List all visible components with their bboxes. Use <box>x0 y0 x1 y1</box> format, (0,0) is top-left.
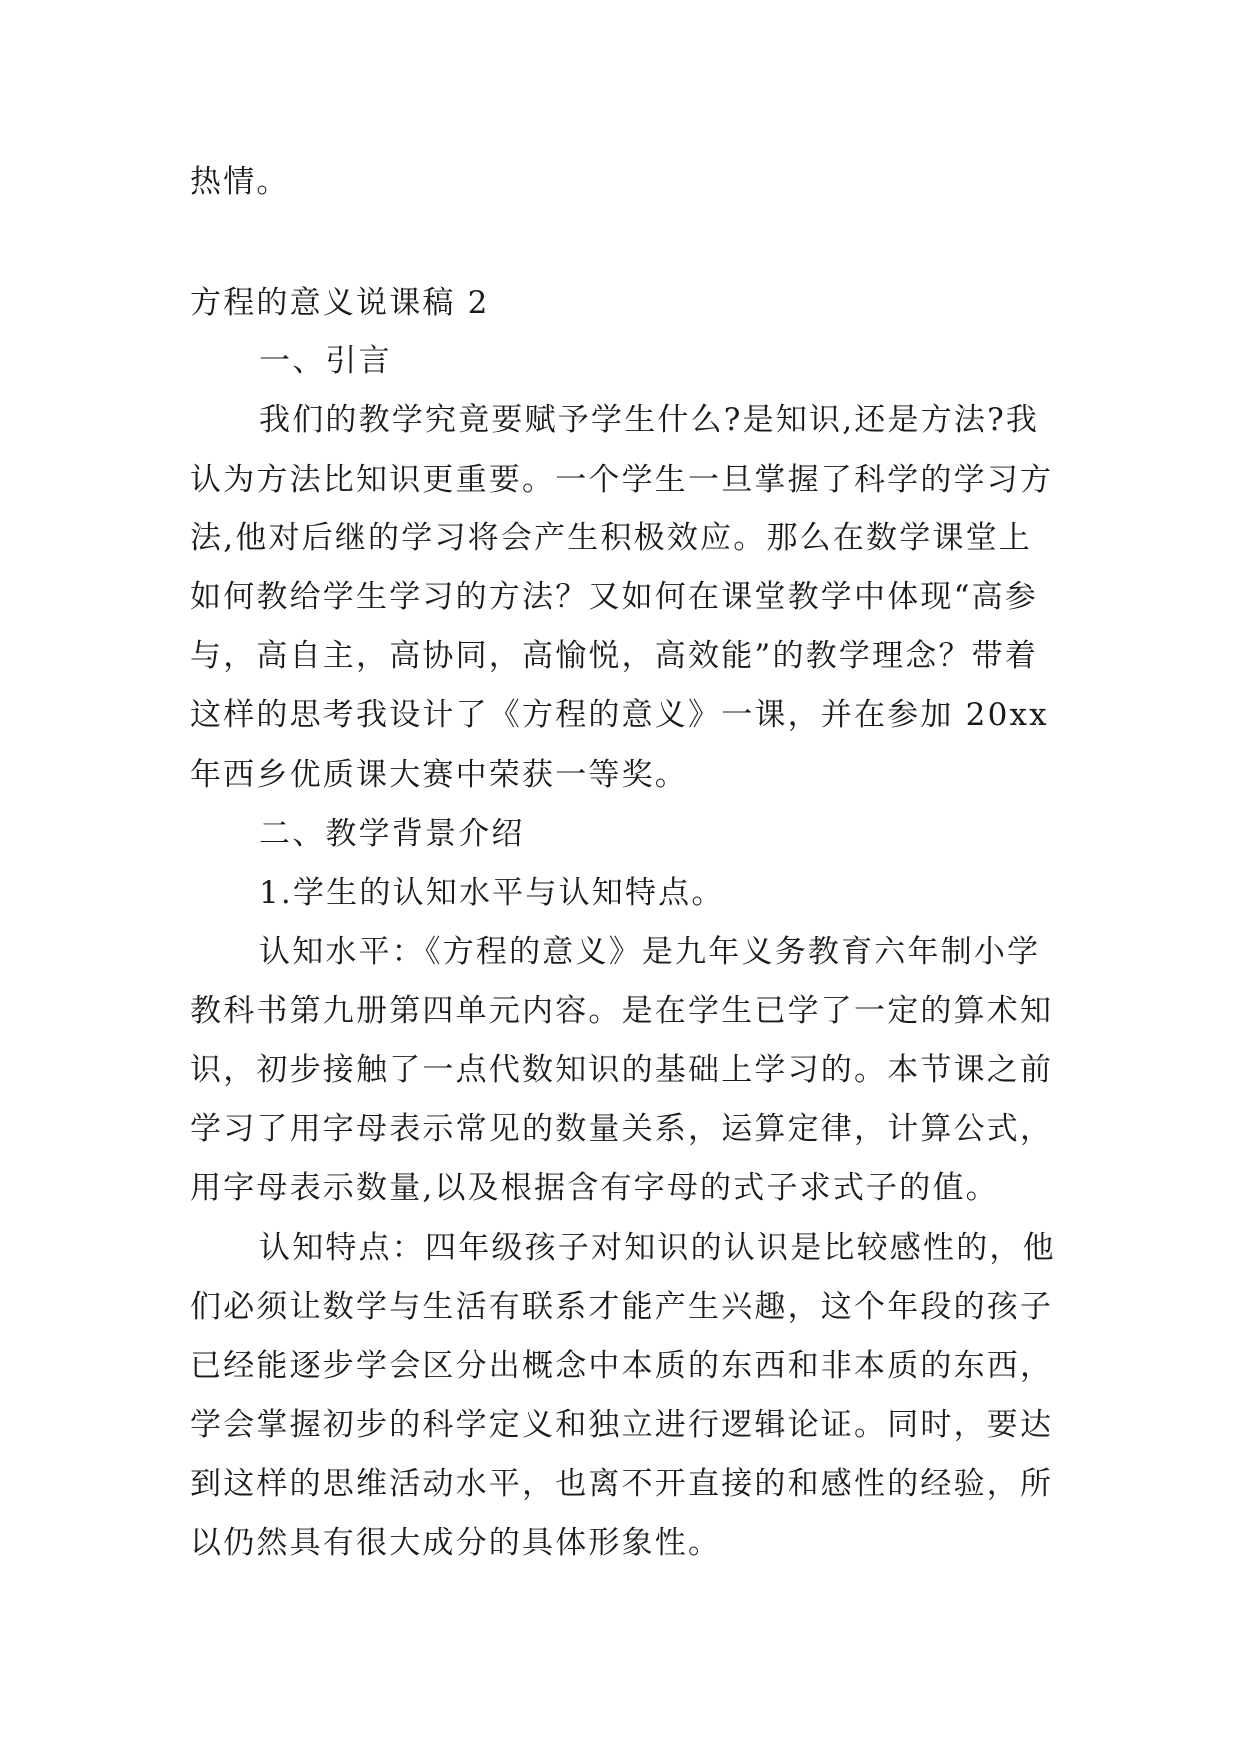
subheading-cognition: 1.学生的认知水平与认知特点。 <box>259 875 725 911</box>
paragraph-line: 法,他对后继的学习将会产生积极效应。那么在数学课堂上 <box>190 520 1033 556</box>
paragraph-line: 到这样的思维活动水平，也离不开直接的和感性的经验，所 <box>190 1466 1054 1502</box>
paragraph-line: 热情。 <box>190 164 290 200</box>
paragraph-line: 教科书第九册第四单元内容。是在学生已学了一定的算术知 <box>190 993 1054 1029</box>
paragraph-line: 认知水平：《方程的意义》是九年义务教育六年制小学 <box>259 934 1041 970</box>
heading-background: 二、教学背景介绍 <box>259 816 525 852</box>
paragraph-line: 以仍然具有很大成分的具体形象性。 <box>190 1525 722 1561</box>
paragraph-line: 年西乡优质课大赛中荣获一等奖。 <box>190 757 688 793</box>
paragraph-line: 与，高自主，高协同，高愉悦，高效能”的教学理念？带着 <box>190 638 1039 674</box>
paragraph-line: 们必须让数学与生活有联系才能产生兴趣，这个年段的孩子 <box>190 1289 1054 1325</box>
paragraph-line: 学会掌握初步的科学定义和独立进行逻辑论证。同时，要达 <box>190 1407 1054 1443</box>
paragraph-line: 识，初步接触了一点代数知识的基础上学习的。本节课之前 <box>190 1052 1054 1088</box>
paragraph-line: 已经能逐步学会区分出概念中本质的东西和非本质的东西， <box>190 1348 1054 1384</box>
paragraph-line: 如何教给学生学习的方法？又如何在课堂教学中体现“高参 <box>190 579 1039 615</box>
paragraph-line: 我们的教学究竟要赋予学生什么?是知识,还是方法?我 <box>259 402 1040 438</box>
paragraph-line: 认为方法比知识更重要。一个学生一旦掌握了科学的学习方 <box>190 462 1054 498</box>
section-title: 方程的意义说课稿 2 <box>190 285 490 321</box>
paragraph-line: 学习了用字母表示常见的数量关系，运算定律，计算公式， <box>190 1111 1054 1147</box>
paragraph-line: 这样的思考我设计了《方程的意义》一课，并在参加 20xx <box>190 697 1049 733</box>
paragraph-line: 用字母表示数量,以及根据含有字母的式子求式子的值。 <box>190 1170 999 1206</box>
heading-introduction: 一、引言 <box>259 343 392 379</box>
paragraph-line: 认知特点：四年级孩子对知识的认识是比较感性的，他 <box>259 1230 1056 1266</box>
